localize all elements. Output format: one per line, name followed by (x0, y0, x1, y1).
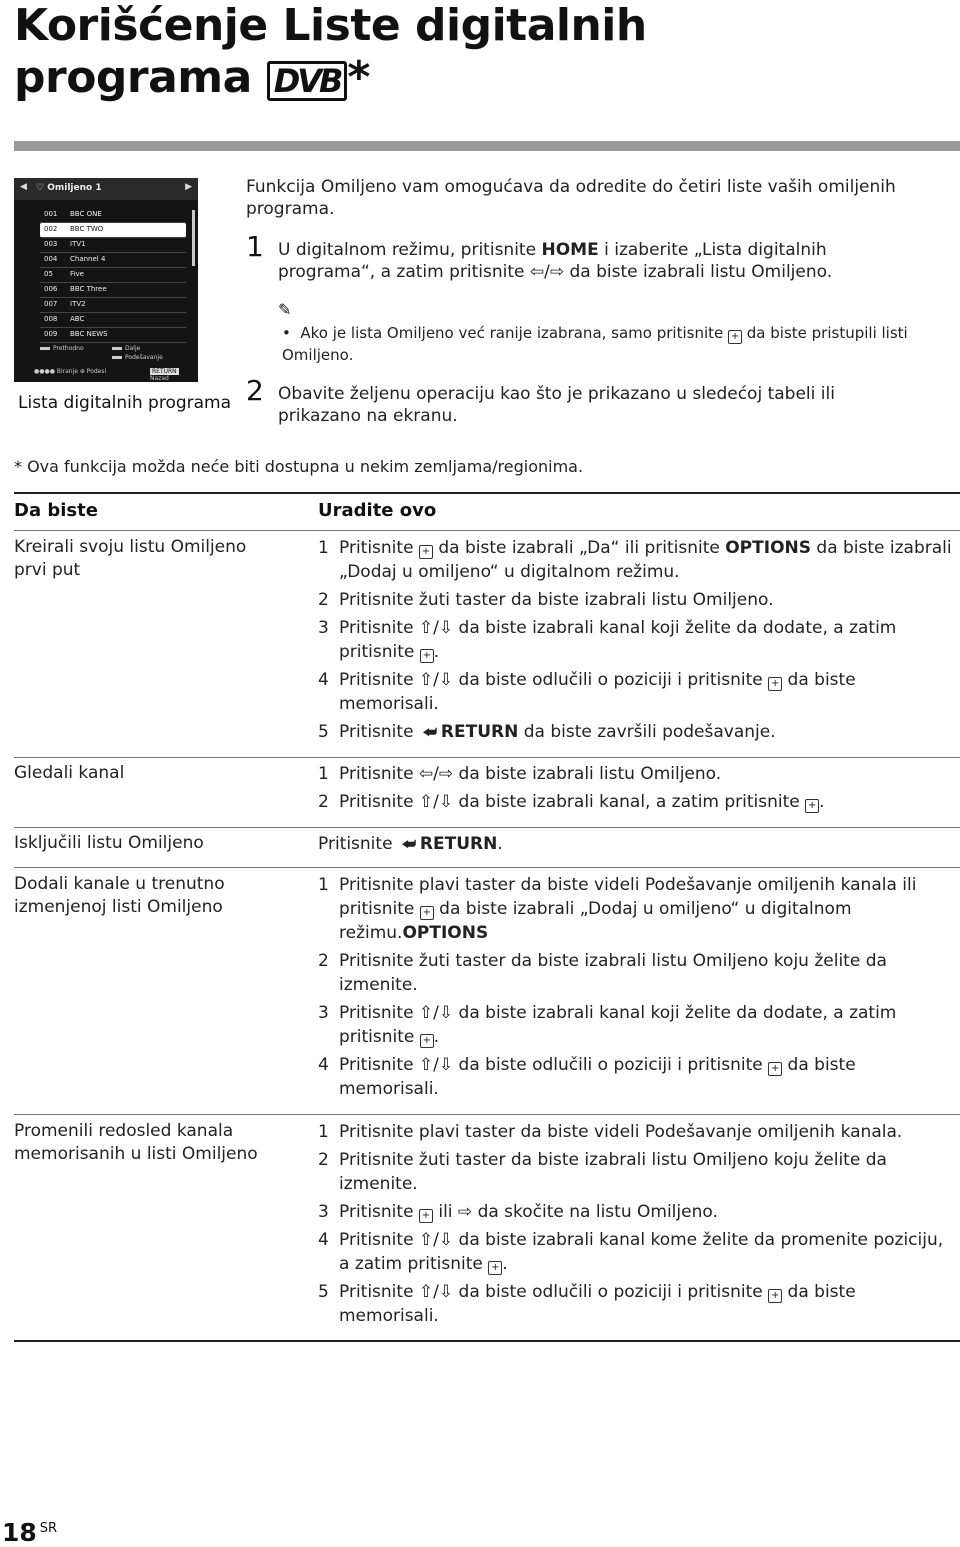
table-cell-steps (318, 762, 958, 818)
tv-channel-row (40, 298, 186, 313)
tv-channel-row (40, 268, 186, 283)
page-title (14, 0, 647, 104)
tv-channel-name: Channel 4 (70, 255, 106, 263)
tv-channel-name: BBC ONE (70, 210, 102, 218)
right-arrow-icon: ▶ (185, 182, 192, 192)
step-1-text: U digitalnom režimu, pritisnite HOME i izaberite „Lista digitalnih programa“, a zatim pritisnite ⇦/⇨ da biste izabrali listu Omiljeno. (278, 240, 833, 282)
step-text: Pritisnite ⇧/⇩ da biste odlučili o poziciji i pritisnite (339, 670, 769, 690)
tv-channel-name: BBC TWO (70, 225, 104, 233)
step-text: Pritisnite žuti taster da biste izabrali listu Omiljeno. (339, 590, 774, 610)
step-text: Pritisnite (339, 1202, 419, 1222)
table-step (318, 1001, 958, 1049)
table-header-left: Da biste (14, 500, 98, 521)
step-number: 1 (318, 1122, 329, 1142)
step-number: 4 (318, 1230, 329, 1250)
table-step (318, 832, 958, 856)
table-step (318, 1120, 958, 1144)
tv-footer-setup: Podešavanje (112, 354, 198, 361)
tv-channel-number: 001 (44, 210, 58, 218)
step-text: Pritisnite ⇧/⇩ da biste izabrali kanal koji želite da dodate, a zatim pritisnite (339, 618, 897, 662)
tv-channel-row (40, 238, 186, 253)
step-number: 4 (318, 1055, 329, 1075)
options-key: OPTIONS (725, 538, 811, 558)
tv-channel-row (40, 313, 186, 328)
table-cell-steps (318, 873, 958, 1105)
table-cell-goal: Dodali kanale u trenutno izmenjenoj listi Omiljeno (14, 874, 225, 917)
tv-channel-number: 004 (44, 255, 58, 263)
table-row-rule (14, 757, 960, 758)
step-text: Pritisnite (318, 834, 398, 854)
tv-footer-select: ●●●● Biranje ⊕ Podesi (34, 368, 107, 375)
tv-channel-number: 003 (44, 240, 58, 248)
plus-icon: + (419, 545, 433, 559)
step-number: 2 (318, 1150, 329, 1170)
table-header-rule (14, 530, 960, 531)
step-number: 1 (318, 538, 329, 558)
tv-footer-prev: Prethodno (40, 345, 198, 352)
table-step (318, 536, 958, 584)
intro-text: Funkcija Omiljeno vam omogućava da odredite do četiri liste vaših omiljenih programa. (246, 177, 896, 219)
step-number: 2 (318, 590, 329, 610)
plus-icon: + (419, 1209, 433, 1223)
footnote: * Ova funkcija možda neće biti dostupna u nekim zemljama/regionima. (14, 457, 584, 476)
return-icon: ⮨ (401, 835, 416, 853)
tv-channel-row (40, 283, 186, 298)
table-step (318, 1228, 958, 1276)
step-number: 3 (318, 1202, 329, 1222)
step-text: Pritisnite žuti taster da biste izabrali listu Omiljeno koju želite da izmenite. (339, 951, 887, 995)
step-text: Pritisnite ⇧/⇩ da biste odlučili o poziciji i pritisnite (339, 1282, 769, 1302)
plus-icon: + (420, 1034, 434, 1048)
table-step (318, 1053, 958, 1101)
plus-icon: + (805, 799, 819, 813)
step-number: 5 (318, 722, 329, 742)
table-cell-steps (318, 1120, 958, 1332)
step-text: da biste memorisali. (339, 1055, 856, 1099)
tv-footer-next: Dalje (112, 345, 198, 352)
step-text: Pritisnite (339, 722, 419, 742)
step-text: Pritisnite plavi taster da biste videli Podešavanje omiljenih kanala ili pritisnite (339, 875, 917, 919)
step-number: 3 (318, 1003, 329, 1023)
step-text: Pritisnite ⇧/⇩ da biste izabrali kanal kome želite da promenite poziciju, a zatim pritisnite (339, 1230, 944, 1274)
note-text: • Ako je lista Omiljeno već ranije izabrana, samo pritisnite + da biste pristupili listi Omiljeno. (282, 324, 908, 364)
table-cell-goal: Gledali kanal (14, 763, 125, 783)
step-number: 2 (318, 792, 329, 812)
tv-channel-name: BBC Three (70, 285, 107, 293)
table-step (318, 873, 958, 945)
tv-channel-name: Five (70, 270, 84, 278)
table-cell-goal: Promenili redosled kanala memorisanih u listi Omiljeno (14, 1121, 258, 1164)
table-cell-steps (318, 536, 958, 748)
options-key: OPTIONS (402, 923, 489, 943)
table-step (318, 720, 958, 744)
plus-icon: + (420, 906, 434, 920)
step-number: 5 (318, 1282, 329, 1302)
dvb-logo: DVB (267, 52, 348, 104)
table-step (318, 1148, 958, 1196)
tv-channel-name: ABC (70, 315, 85, 323)
step-number: 4 (318, 670, 329, 690)
step-text: Pritisnite žuti taster da biste izabrali listu Omiljeno koju želite da izmenite. (339, 1150, 887, 1194)
step-2-text: Obavite željenu operaciju kao što je prikazano u sledećoj tabeli ili prikazano na ekranu. (278, 384, 835, 426)
tv-footer-return: RETURN Nazad (150, 368, 177, 382)
table-header-right: Uradite ovo (318, 500, 437, 521)
return-key: RETURN (440, 722, 519, 742)
tv-channel-name: BBC NEWS (70, 330, 108, 338)
page-number: 18 $^{SR}$ (2, 1518, 58, 1547)
table-step (318, 949, 958, 997)
step-text: da biste izabrali „Dodaj u omiljeno“ u digitalnom režimu. (339, 899, 852, 943)
tv-channel-number: 002 (44, 225, 58, 233)
title-line-2: programa (14, 52, 252, 103)
table-cell-goal: Isključili listu Omiljeno (14, 833, 204, 853)
title-asterisk: * (347, 52, 370, 103)
step-text: Pritisnite ⇧/⇩ da biste izabrali kanal koji želite da dodate, a zatim pritisnite (339, 1003, 897, 1047)
tv-channel-number: 05 (44, 270, 53, 278)
step-text: Pritisnite (339, 538, 419, 558)
return-key: RETURN (419, 834, 498, 854)
plus-icon: + (768, 1289, 782, 1303)
step-text: Pritisnite ⇧/⇩ da biste izabrali kanal, a zatim pritisnite (339, 792, 806, 812)
step-text: da biste izabrali „Da“ ili pritisnite (432, 538, 726, 558)
step-1-number: 1 (246, 230, 264, 263)
tv-channel-number: 006 (44, 285, 58, 293)
step-number: 3 (318, 618, 329, 638)
step-text: da biste memorisali. (339, 1282, 856, 1326)
tv-channel-row (40, 208, 186, 223)
table-cell-steps (318, 832, 958, 856)
tv-channel-name: ITV1 (70, 240, 86, 248)
step-text: da biste završili podešavanje. (518, 722, 776, 742)
tv-channel-list (40, 208, 186, 343)
table-step (318, 588, 958, 612)
table-row-rule (14, 1340, 960, 1342)
plus-icon: + (768, 677, 782, 691)
title-line-1: Korišćenje Liste digitalnih (14, 0, 647, 51)
tv-channel-number: 007 (44, 300, 58, 308)
plus-icon: + (488, 1261, 502, 1275)
tv-channel-name: ITV2 (70, 300, 86, 308)
plus-icon: + (728, 330, 742, 344)
title-divider (14, 141, 960, 151)
step-text: ili ⇨ da skočite na listu Omiljeno. (432, 1202, 718, 1222)
table-top-rule (14, 492, 960, 494)
tv-channel-row (40, 253, 186, 268)
table-row-rule (14, 867, 960, 868)
step-text: . (433, 642, 440, 662)
table-step (318, 668, 958, 716)
plus-icon: + (768, 1062, 782, 1076)
table-step (318, 790, 958, 814)
pencil-note-icon: ✎ (278, 300, 292, 319)
tv-channel-number: 008 (44, 315, 58, 323)
table-step (318, 762, 958, 786)
step-text: da biste memorisali. (339, 670, 856, 714)
table-step (318, 1280, 958, 1328)
step-number: 1 (318, 764, 329, 784)
tv-screen-illustration (14, 178, 198, 382)
table-step (318, 616, 958, 664)
tv-header (14, 178, 198, 200)
step-text: . (819, 792, 825, 812)
step-text: Pritisnite plavi taster da biste videli Podešavanje omiljenih kanala. (339, 1122, 903, 1142)
tv-scrollbar (192, 210, 195, 266)
table-cell-goal: Kreirali svoju listu Omiljeno prvi put (14, 537, 247, 580)
step-text: . (497, 834, 503, 854)
table-step (318, 1200, 958, 1224)
step-text: . (502, 1254, 508, 1274)
step-2-number: 2 (246, 374, 264, 407)
step-text: Pritisnite ⇦/⇨ da biste izabrali listu Omiljeno. (339, 764, 722, 784)
step-number: 2 (318, 951, 329, 971)
tv-channel-row (40, 328, 186, 343)
tv-caption: Lista digitalnih programa (18, 393, 232, 413)
plus-icon: + (420, 649, 434, 663)
tv-channel-number: 009 (44, 330, 58, 338)
tv-list-title: ♡ Omiljeno 1 (36, 183, 102, 193)
left-arrow-icon: ◀ (20, 182, 27, 192)
tv-channel-row (40, 223, 186, 238)
step-text: da biste izabrali „Dodaj u omiljeno“ u digitalnom režimu. (339, 538, 952, 582)
return-icon: ⮨ (422, 723, 437, 741)
step-text: Pritisnite ⇧/⇩ da biste odlučili o poziciji i pritisnite (339, 1055, 769, 1075)
table-row-rule (14, 1114, 960, 1115)
step-text: . (433, 1027, 440, 1047)
step-number: 1 (318, 875, 329, 895)
table-row-rule (14, 827, 960, 828)
